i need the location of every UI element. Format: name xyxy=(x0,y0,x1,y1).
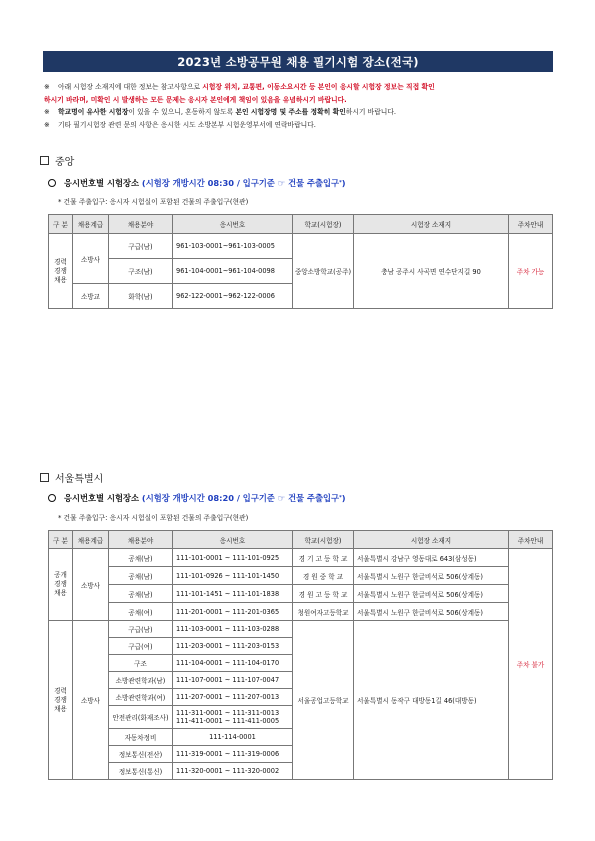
col-division: 구 분 xyxy=(49,215,73,234)
parking-cell: 주차 불가 xyxy=(509,549,553,780)
field-cell: 소방관련학과(여) xyxy=(109,689,173,706)
table-row xyxy=(49,567,553,585)
notice-2-text: 이 있을 수 있으니, 혼동하지 않도록 xyxy=(128,108,236,116)
number-cell: 111-320-0001 ~ 111-320-0002 xyxy=(173,763,293,780)
number-cell: 111-207-0001 ~ 111-207-0013 xyxy=(173,689,293,706)
col-address: 시험장 소재지 xyxy=(354,215,509,234)
notice-block xyxy=(44,81,556,131)
col-number: 응시번호 xyxy=(173,531,293,549)
field-cell: 공채(남) xyxy=(109,567,173,585)
col-address: 시험장 소재지 xyxy=(354,531,509,549)
subheading-close: ) xyxy=(341,178,346,188)
school-cell: 청원여자고등학교 xyxy=(293,603,354,621)
school-cell: 경 원 중 학 교 xyxy=(293,567,354,585)
number-cell: 961-103-0001~961-103-0005 xyxy=(173,234,293,259)
section-name: 서울특별시 xyxy=(55,474,104,485)
table-row xyxy=(49,585,553,603)
field-cell: 공채(남) xyxy=(109,585,173,603)
address-cell: 충남 공주시 사곡면 연수단지길 90 xyxy=(354,234,509,309)
footnote-mark: * xyxy=(339,495,342,501)
number-cell: 111-107-0001 ~ 111-107-0047 xyxy=(173,672,293,689)
subheading-note: (시험장 개방시간 08:30 / 입구기준 ☞ 건물 주출입구 xyxy=(141,178,340,188)
checkbox-square-icon xyxy=(40,156,49,165)
field-cell: 정보통신(전산) xyxy=(109,746,173,763)
col-field: 채용분야 xyxy=(109,215,173,234)
section-header-seoul xyxy=(40,470,103,485)
number-cell: 111-319-0001 ~ 111-319-0006 xyxy=(173,746,293,763)
field-cell: 화학(남) xyxy=(109,284,173,309)
circle-bullet-icon xyxy=(48,179,56,187)
division-cell: 경력 경쟁 채용 xyxy=(49,621,73,780)
number-line: 111-411-0001 ~ 111-411-0005 xyxy=(176,717,280,725)
notice-2-end: 하시기 바랍니다. xyxy=(345,108,397,116)
col-rank: 채용계급 xyxy=(73,531,109,549)
subheading-text: 응시번호별 시험장소 xyxy=(64,493,140,503)
number-cell: 111-104-0001 ~ 111-104-0170 xyxy=(173,655,293,672)
number-cell: 111-201-0001 ~ 111-201-0365 xyxy=(173,603,293,621)
number-cell: 111-101-1451 ~ 111-101-1838 xyxy=(173,585,293,603)
number-cell: 111-114-0001 xyxy=(173,729,293,746)
notice-3-text: 기타 필기시험장 관련 문의 사항은 응시한 시도 소방본부 시험운영부서에 연락바랍니다. xyxy=(58,120,316,129)
number-cell: 111-103-0001 ~ 111-103-0288 xyxy=(173,621,293,638)
seoul-table xyxy=(48,530,553,780)
entrance-note: * 건물 주출입구: 응시자 시험실이 포함된 건물의 주출입구(현관) xyxy=(58,198,249,206)
col-school: 학교(시험장) xyxy=(293,215,354,234)
subheading-text: 응시번호별 시험장소 xyxy=(64,178,140,188)
table-row xyxy=(49,603,553,621)
table-row xyxy=(49,549,553,567)
subheading-close: ) xyxy=(341,493,346,503)
field-cell: 안전관리(화재조사) xyxy=(109,706,173,729)
address-cell: 서울특별시 동작구 대방동1길 46(대방동) xyxy=(354,621,509,780)
parking-cell: 주차 가능 xyxy=(509,234,553,309)
rank-cell: 소방교 xyxy=(73,284,109,309)
col-field: 채용분야 xyxy=(109,531,173,549)
table-header-row xyxy=(49,215,553,234)
school-cell: 경 원 고 등 학 교 xyxy=(293,585,354,603)
subheading-seoul xyxy=(48,492,346,504)
notice-2 xyxy=(44,106,556,119)
col-division: 구 분 xyxy=(49,531,73,549)
subheading-note: (시험장 개방시간 08:20 / 입구기준 ☞ 건물 주출입구 xyxy=(141,493,340,503)
field-cell: 구조(남) xyxy=(109,259,173,284)
table-row xyxy=(49,621,553,638)
subheading-central xyxy=(48,177,346,189)
field-cell: 공채(여) xyxy=(109,603,173,621)
section-name: 중앙 xyxy=(55,157,75,168)
entrance-note: * 건물 주출입구: 응시자 시험실이 포함된 건물의 주출입구(현관) xyxy=(58,514,249,522)
reference-mark: ※ xyxy=(44,108,50,116)
col-rank: 채용계급 xyxy=(73,215,109,234)
field-cell: 자동차정비 xyxy=(109,729,173,746)
field-cell: 구급(남) xyxy=(109,621,173,638)
notice-1-warning: 시험장 위치, 교통편, 이동소요시간 등 본인이 응시할 시험장 정보는 직접 확인 xyxy=(202,83,435,91)
division-cell: 경력 경쟁 채용 xyxy=(49,234,73,309)
table-row xyxy=(49,234,553,259)
central-table xyxy=(48,214,553,309)
field-cell: 소방관련학과(남) xyxy=(109,672,173,689)
notice-1-cont: 하시기 바라며, 미확인 시 발생하는 모든 문제는 응시자 본인에게 책임이 있음을 유념하시기 바랍니다. xyxy=(44,95,347,104)
reference-mark: ※ xyxy=(44,83,50,91)
notice-2-bold2: 본인 시험장명 및 주소를 정확히 확인 xyxy=(235,108,346,116)
notice-1-text: 아래 시험장 소재지에 대한 정보는 참고사항으로 xyxy=(58,83,203,91)
number-cell xyxy=(173,706,293,729)
footnote-mark: * xyxy=(339,180,342,186)
field-cell: 구급(여) xyxy=(109,638,173,655)
division-cell: 공개 경쟁 채용 xyxy=(49,549,73,621)
table-header-row xyxy=(49,531,553,549)
rank-cell: 소방사 xyxy=(73,549,109,621)
address-cell: 서울특별시 노원구 한글비석로 506(상계동) xyxy=(354,585,509,603)
number-cell: 111-101-0001 ~ 111-101-0925 xyxy=(173,549,293,567)
notice-3 xyxy=(44,119,556,132)
school-cell: 경 기 고 등 학 교 xyxy=(293,549,354,567)
col-parking: 주차안내 xyxy=(509,215,553,234)
address-cell: 서울특별시 강남구 영동대로 643(삼성동) xyxy=(354,549,509,567)
field-cell: 구조 xyxy=(109,655,173,672)
notice-2-bold: 학교명이 유사한 시험장 xyxy=(58,108,129,116)
field-cell: 정보통신(통신) xyxy=(109,763,173,780)
rank-cell: 소방사 xyxy=(73,234,109,284)
number-cell: 111-203-0001 ~ 111-203-0153 xyxy=(173,638,293,655)
field-cell: 공채(남) xyxy=(109,549,173,567)
number-cell: 961-104-0001~961-104-0098 xyxy=(173,259,293,284)
address-cell: 서울특별시 노원구 한글비석로 506(상계동) xyxy=(354,603,509,621)
school-cell: 서울공업고등학교 xyxy=(293,621,354,780)
number-line: 111-311-0001 ~ 111-311-0013 xyxy=(176,709,280,717)
address-cell: 서울특별시 노원구 한글비석로 506(상계동) xyxy=(354,567,509,585)
school-cell: 중앙소방학교(공주) xyxy=(293,234,354,309)
section-header-central xyxy=(40,153,74,168)
checkbox-square-icon xyxy=(40,473,49,482)
circle-bullet-icon xyxy=(48,494,56,502)
col-parking: 주차안내 xyxy=(509,531,553,549)
reference-mark: ※ xyxy=(44,120,50,129)
number-cell: 111-101-0926 ~ 111-101-1450 xyxy=(173,567,293,585)
field-cell: 구급(남) xyxy=(109,234,173,259)
col-number: 응시번호 xyxy=(173,215,293,234)
notice-1 xyxy=(44,81,556,94)
page-title: 2023년 소방공무원 채용 필기시험 장소(전국) xyxy=(43,51,553,72)
rank-cell: 소방사 xyxy=(73,621,109,780)
number-cell: 962-122-0001~962-122-0006 xyxy=(173,284,293,309)
col-school: 학교(시험장) xyxy=(293,531,354,549)
